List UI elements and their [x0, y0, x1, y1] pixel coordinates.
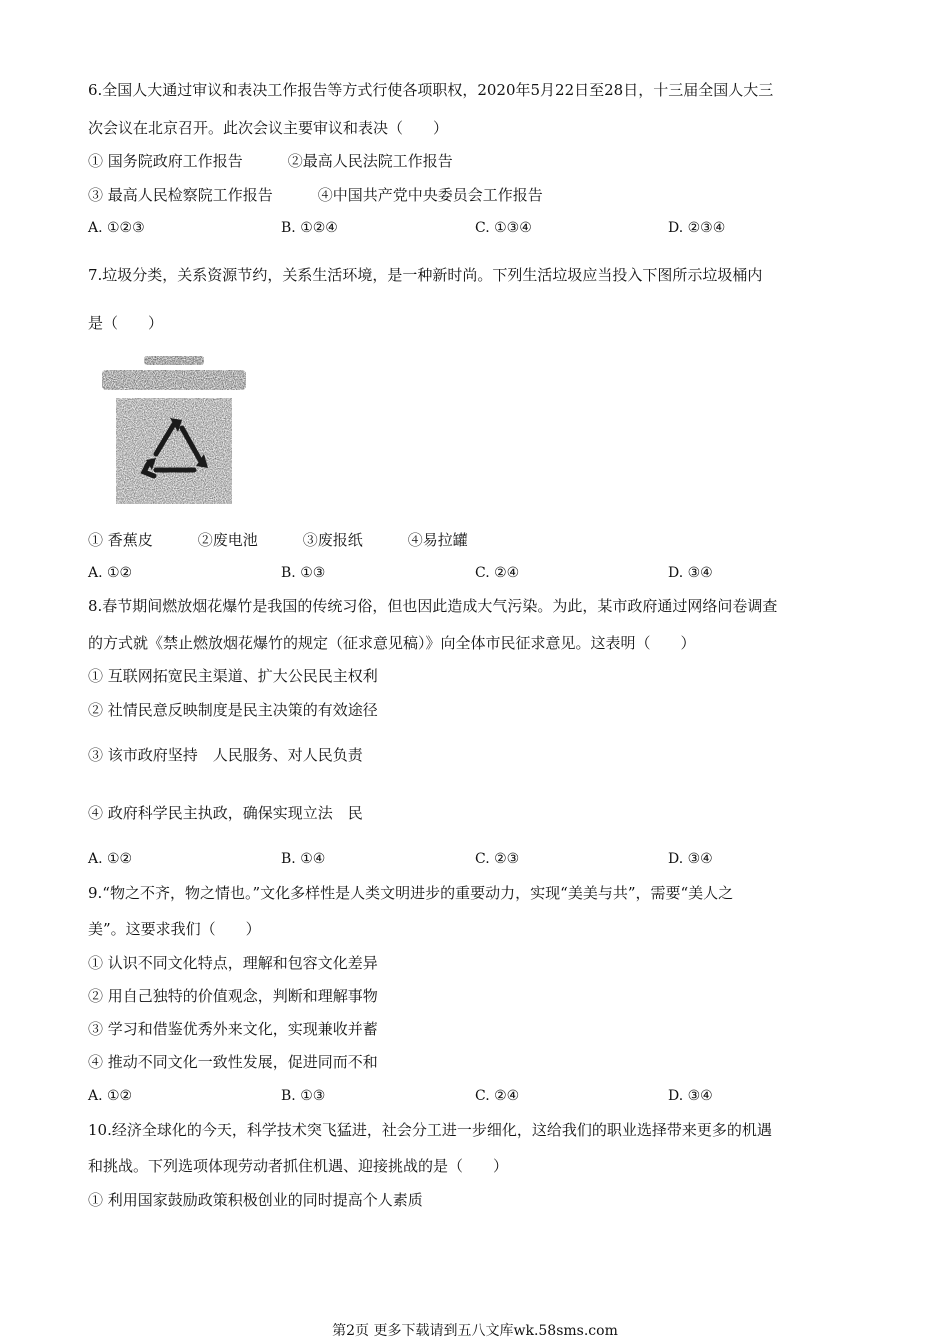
- page-footer: 第2页 更多下载请到五八文库wk.58sms.com: [332, 1323, 618, 1339]
- q9-option-c: C. ②④: [475, 1088, 520, 1104]
- q6-option-d: D. ②③④: [668, 220, 726, 236]
- q9-stem-line1: 9.“物之不齐，物之情也。”文化多样性是人类文明进步的重要动力，实现“美美与共”，需要“美人之: [88, 884, 734, 902]
- q10-item-1: ① 利用国家鼓励政策积极创业的同时提高个人素质: [88, 1191, 423, 1209]
- q8-item-1: ① 互联网拓宽民主渠道、扩大公民民主权利: [88, 667, 378, 685]
- q8-stem-line2: 的方式就《禁止燃放烟花爆竹的规定（征求意见稿）》向全体市民征求意见。这表明（ ）: [88, 634, 696, 652]
- q7-items: ① 香蕉皮 ②废电池 ③废报纸 ④易拉罐: [88, 531, 468, 549]
- q6-item-1: ① 国务院政府工作报告 ②最高人民法院工作报告: [88, 152, 453, 170]
- q7-options: [88, 563, 868, 583]
- q10-stem-line1: 10.经济全球化的今天，科学技术突飞猛进，社会分工进一步细化，这给我们的职业选择带来更多的机遇: [88, 1121, 772, 1139]
- q8-option-c: C. ②③: [475, 851, 520, 867]
- q6-options: [88, 218, 868, 238]
- q9-option-a: A. ①②: [88, 1088, 133, 1104]
- q6-option-b: B. ①②④: [281, 220, 338, 236]
- q7-option-b: B. ①③: [281, 565, 326, 581]
- q6-option-a: A. ①②③: [88, 220, 145, 236]
- q8-stem-line1: 8.春节期间燃放烟花爆竹是我国的传统习俗，但也因此造成大气污染。为此，某市政府通过网络问卷调查: [88, 597, 778, 615]
- q8-option-a: A. ①②: [88, 851, 133, 867]
- q8-option-b: B. ①④: [281, 851, 326, 867]
- q8-option-d: D. ③④: [668, 851, 713, 867]
- q7-stem-line2: 是（ ）: [88, 314, 164, 332]
- q6-option-c: C. ①③④: [475, 220, 532, 236]
- q9-item-4: ④ 推动不同文化一致性发展，促进同而不和: [88, 1053, 378, 1071]
- q7-option-d: D. ③④: [668, 565, 713, 581]
- q8-item-2: ② 社情民意反映制度是民主决策的有效途径: [88, 701, 378, 719]
- q9-option-b: B. ①③: [281, 1088, 326, 1104]
- q9-options: [88, 1086, 868, 1106]
- q8-item-4: ④ 政府科学民主执政，确保实现立法 民: [88, 804, 363, 822]
- q9-stem-line2: 美”。这要求我们（ ）: [88, 920, 261, 938]
- q6-stem-line2: 次会议在北京召开。此次会议主要审议和表决（ ）: [88, 119, 449, 137]
- q10-stem-line2: 和挑战。下列选项体现劳动者抓住机遇、迎接挑战的是（ ）: [88, 1157, 509, 1175]
- q9-item-3: ③ 学习和借鉴优秀外来文化，实现兼收并蓄: [88, 1020, 378, 1038]
- q8-options: [88, 849, 868, 869]
- recycle-bin-icon: [100, 354, 248, 506]
- q6-item-2: ③ 最高人民检察院工作报告 ④中国共产党中央委员会工作报告: [88, 186, 543, 204]
- q9-item-1: ① 认识不同文化特点，理解和包容文化差异: [88, 954, 378, 972]
- q7-option-c: C. ②④: [475, 565, 520, 581]
- q7-option-a: A. ①②: [88, 565, 133, 581]
- q9-option-d: D. ③④: [668, 1088, 713, 1104]
- q6-stem-line1: 6.全国人大通过审议和表决工作报告等方式行使各项职权，2020年5月22日至28日，十三届全国人大三: [88, 81, 774, 99]
- q9-item-2: ② 用自己独特的价值观念，判断和理解事物: [88, 987, 378, 1005]
- q7-stem-line1: 7.垃圾分类，关系资源节约，关系生活环境，是一种新时尚。下列生活垃圾应当投入下图所示垃圾桶内: [88, 266, 763, 284]
- q8-item-3: ③ 该市政府坚持 人民服务、对人民负责: [88, 746, 363, 764]
